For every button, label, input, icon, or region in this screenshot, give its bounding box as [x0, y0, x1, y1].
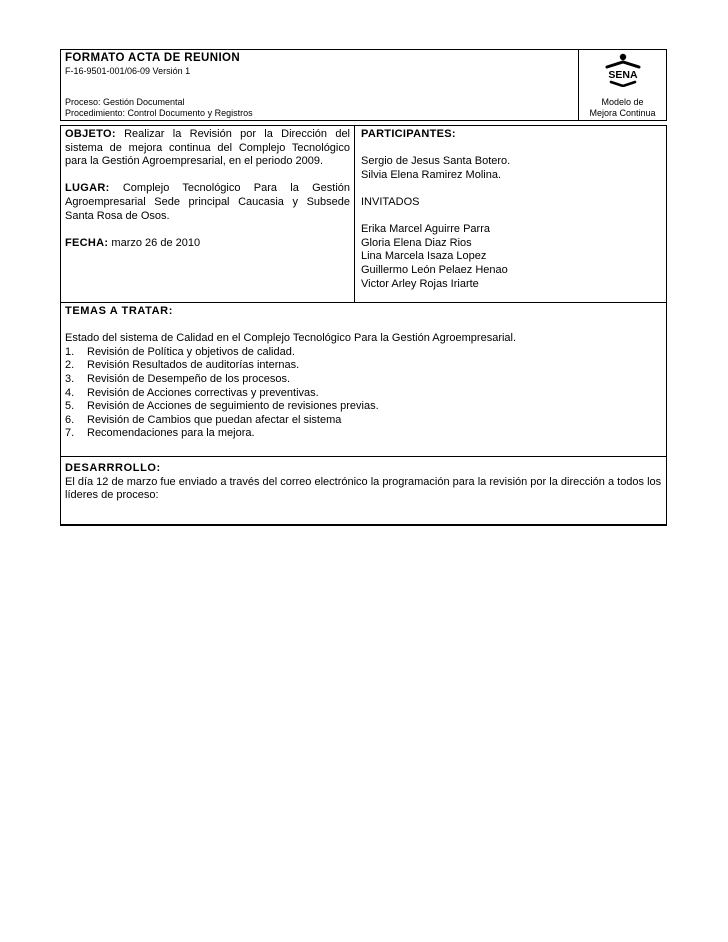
fecha-text: marzo 26 de 2010: [111, 236, 201, 249]
topic-number: 4.: [65, 386, 75, 399]
topic-number: 6.: [65, 413, 75, 426]
topic-number: 5.: [65, 400, 75, 413]
document-code: F-16-9501-001/06-09 Versión 1: [65, 66, 191, 76]
topic-number: 2.: [65, 359, 75, 372]
list-item: [65, 346, 662, 360]
minutes-body: [60, 125, 667, 526]
desarrollo-title: DESARRROLLO:: [65, 462, 161, 474]
meeting-info-column: [61, 126, 355, 302]
header-info: [61, 50, 579, 120]
topic-text: Revisión Resultados de auditorías internas.: [87, 359, 300, 372]
lugar-paragraph: [65, 182, 350, 223]
invitado-item: Erika Marcel Aguirre Parra: [361, 223, 490, 236]
topic-text: Revisión de Acciones de seguimiento de revisiones previas.: [87, 400, 379, 413]
process-label: Proceso: Gestión Documental: [65, 97, 185, 107]
temas-intro: Estado del sistema de Calidad en el Complejo Tecnológico Para la Gestión Agroempresarial.: [65, 332, 517, 345]
fecha-paragraph: [65, 237, 350, 251]
document-header: [60, 49, 667, 121]
lugar-label: LUGAR:: [65, 182, 110, 195]
desarrollo-section: [61, 457, 666, 524]
topic-number: 7.: [65, 427, 75, 440]
participant-item: Silvia Elena Ramirez Molina.: [361, 168, 501, 181]
list-item: [65, 387, 662, 401]
topic-text: Revisión de Política y objetivos de calidad.: [87, 345, 295, 358]
invitados-label: INVITADOS: [361, 195, 420, 208]
document-page: [60, 49, 667, 526]
invitado-item: Guillermo León Pelaez Henao: [361, 263, 508, 276]
model-label: [579, 97, 666, 119]
invitado-item: Gloria Elena Diaz Rios: [361, 236, 472, 249]
list-item: [65, 359, 662, 373]
topic-text: Recomendaciones para la mejora.: [87, 427, 255, 440]
model-line-2: Mejora Continua: [589, 108, 656, 118]
fecha-label: FECHA:: [65, 236, 109, 249]
invitado-item: Victor Arley Rojas Iriarte: [361, 277, 479, 290]
list-item: [65, 427, 662, 441]
topic-number: 3.: [65, 372, 75, 385]
objeto-paragraph: [65, 128, 350, 169]
invitado-item: Lina Marcela Isaza Lopez: [361, 250, 487, 263]
topic-text: Revisión de Acciones correctivas y preventivas.: [87, 386, 319, 399]
participants-column: [355, 126, 666, 302]
temas-section: [61, 303, 666, 457]
participant-item: Sergio de Jesus Santa Botero.: [361, 155, 511, 168]
topic-number: 1.: [65, 345, 75, 358]
topic-text: Revisión de Cambios que puedan afectar el sistema: [87, 413, 342, 426]
participantes-label: PARTICIPANTES:: [361, 128, 456, 140]
topic-text: Revisión de Desempeño de los procesos.: [87, 372, 291, 385]
topics-list: [65, 346, 662, 441]
temas-title: TEMAS A TRATAR:: [65, 305, 173, 317]
lugar-text: Complejo Tecnológico Para la Gestión Agroempresarial Sede principal Caucasia y Subsede Santa Rosa de Osos.: [65, 182, 351, 222]
list-item: [65, 400, 662, 414]
header-logo-cell: [579, 50, 666, 120]
process-info: [65, 97, 253, 119]
sena-logo-icon: [601, 53, 645, 87]
model-line-1: Modelo de: [601, 97, 644, 107]
list-item: [65, 373, 662, 387]
document-title: FORMATO ACTA DE REUNION: [65, 52, 241, 64]
list-item: [65, 414, 662, 428]
meeting-details-row: [61, 126, 666, 303]
desarrollo-text: El día 12 de marzo fue enviado a través del correo electrónico la programación para la revisión por la dirección a todos los líderes de proceso:: [65, 475, 662, 502]
procedure-label: Procedimiento: Control Documento y Registros: [65, 108, 253, 118]
logo-text: SENA: [608, 69, 638, 81]
objeto-text: Realizar la Revisión por la Dirección del sistema de mejora continua del Complejo Tecnológico para la Gestión Agroempresarial, en el periodo 2009.: [65, 128, 351, 168]
objeto-label: OBJETO:: [65, 128, 116, 140]
